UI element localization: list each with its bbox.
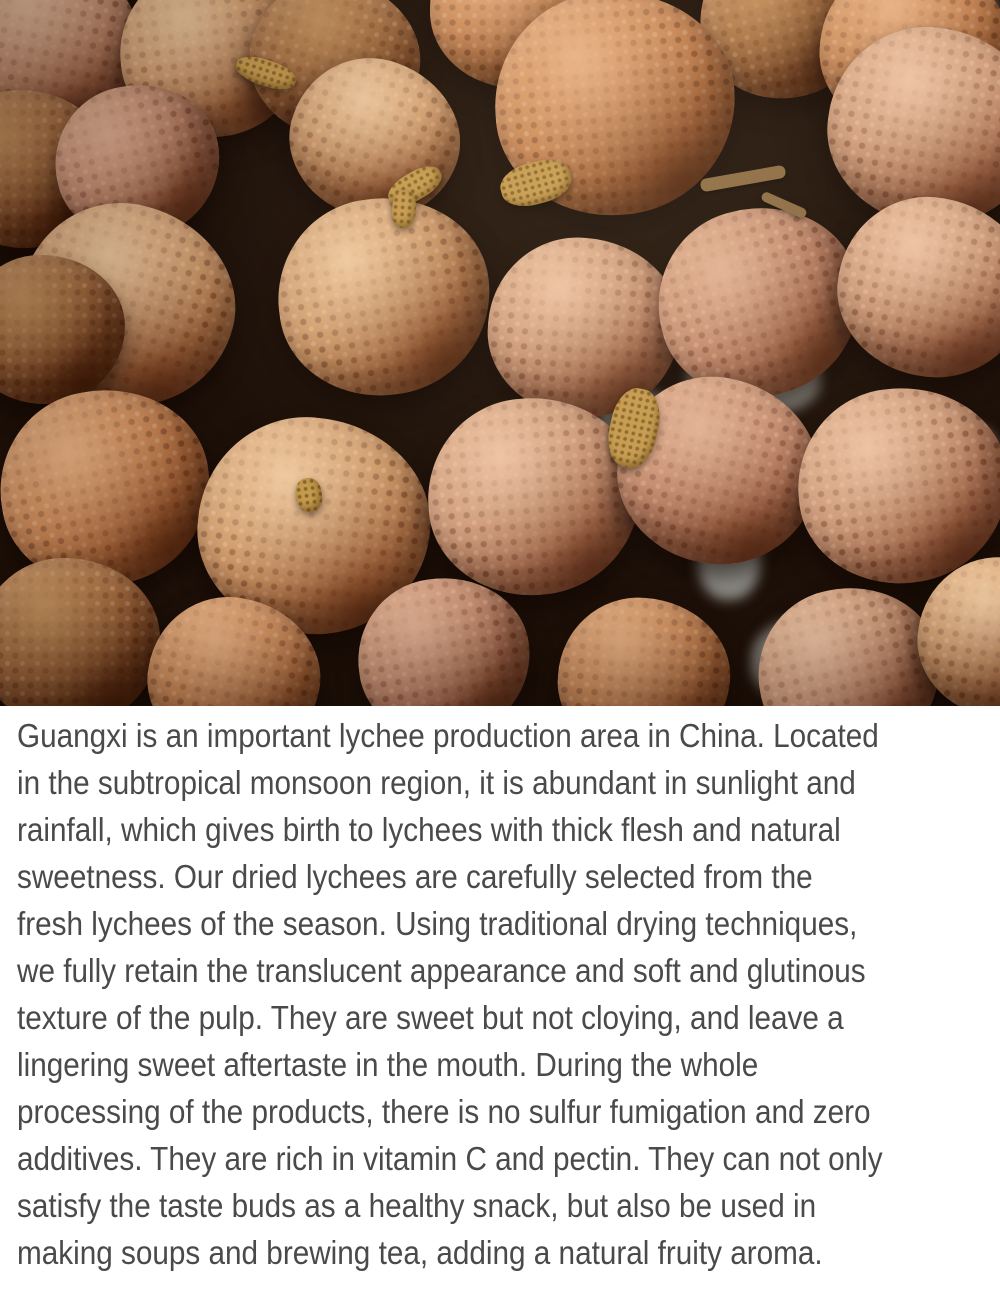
dried-lychee bbox=[788, 378, 1000, 594]
product-description bbox=[0, 706, 1000, 1276]
dried-lychee bbox=[265, 184, 502, 409]
description-line: fresh lychees of the season. Using traditional drying techniques, bbox=[17, 905, 858, 942]
description-line: additives. They are rich in vitamin C and pectin. They can not only bbox=[17, 1140, 883, 1177]
description-line: in the subtropical monsoon region, it is abundant in sunlight and bbox=[17, 764, 856, 801]
description-line: satisfy the taste buds as a healthy snack, but also be used in bbox=[17, 1187, 817, 1224]
description-line: we fully retain the translucent appearance and soft and glutinous bbox=[17, 952, 866, 989]
description-line: making soups and brewing tea, adding a natural fruity aroma. bbox=[17, 1234, 823, 1271]
description-line: sweetness. Our dried lychees are carefully selected from the bbox=[17, 858, 813, 895]
description-line: texture of the pulp. They are sweet but not cloying, and leave a bbox=[17, 999, 844, 1036]
description-line: processing of the products, there is no sulfur fumigation and zero bbox=[17, 1093, 871, 1130]
dried-lychee bbox=[553, 592, 736, 706]
description-line: lingering sweet aftertaste in the mouth. During the whole bbox=[17, 1046, 759, 1083]
dried-twig bbox=[700, 165, 787, 193]
dried-lychee bbox=[824, 183, 1000, 393]
description-line: Guangxi is an important lychee production area in China. Located bbox=[17, 717, 879, 754]
description-line: rainfall, which gives birth to lychees with thick flesh and natural bbox=[17, 811, 841, 848]
